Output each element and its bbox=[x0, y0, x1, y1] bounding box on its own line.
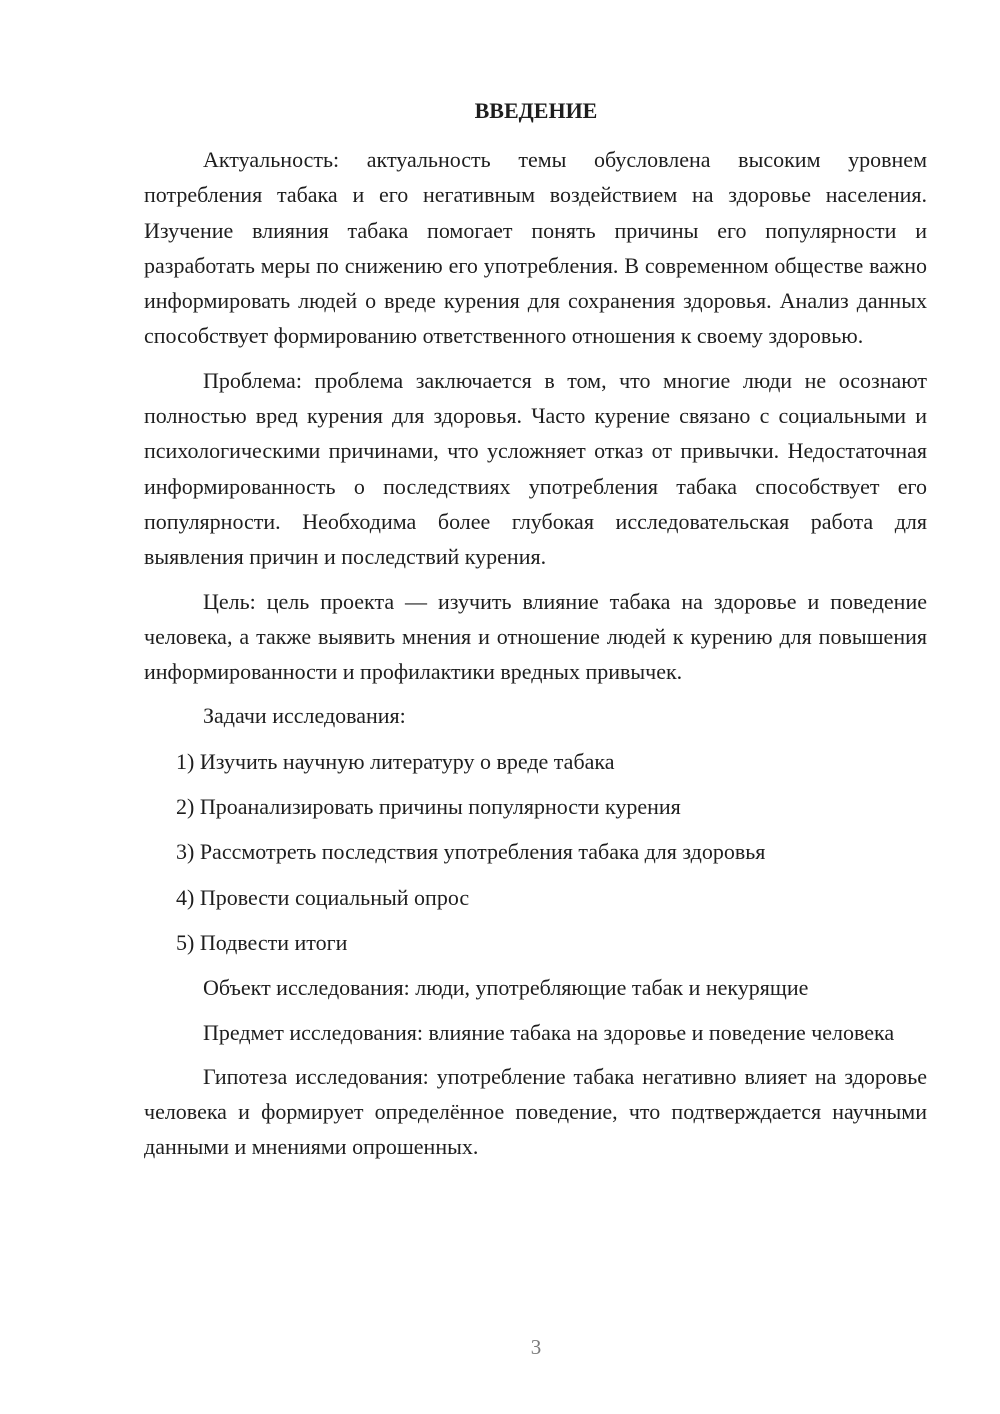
page-number: 3 bbox=[530, 1335, 542, 1359]
relevance-paragraph: Актуальность: актуальность темы обусловлена высоким уровнем потребления табака и его негативным воздействием на здоровье населения. Изучение влияния табака помогает понять причины его популярности и разработать меры по снижению его употребления. В современном обществе важно информировать людей о вреде курения для сохранения здоровья. Анализ данных способствует формированию ответственного отношения к своему здоровью. bbox=[144, 147, 927, 349]
hypothesis-paragraph: Гипотеза исследования: употребление табака негативно влияет на здоровье человека и формирует определённое поведение, что подтверждается научными данными и мнениями опрошенных. bbox=[144, 1063, 927, 1160]
task-item-1: 1) Изучить научную литературу о вреде табака bbox=[176, 748, 615, 774]
task-item-2: 2) Проанализировать причины популярности курения bbox=[176, 794, 681, 820]
task-item-3: 3) Рассмотреть последствия употребления табака для здоровья bbox=[176, 839, 766, 865]
tasks-heading: Задачи исследования: bbox=[203, 703, 406, 729]
goal-paragraph: Цель: цель проекта — изучить влияние табака на здоровье и поведение человека, а также выявить мнения и отношение людей к курению для повышения информированности и профилактики вредных привычек. bbox=[144, 588, 927, 685]
section-title: ВВЕДЕНИЕ bbox=[474, 98, 598, 123]
task-item-4: 4) Провести социальный опрос bbox=[176, 884, 470, 910]
task-item-5: 5) Подвести итоги bbox=[176, 929, 348, 955]
object-paragraph: Объект исследования: люди, употребляющие табак и некурящие bbox=[203, 975, 809, 1001]
subject-paragraph: Предмет исследования: влияние табака на здоровье и поведение человека bbox=[203, 1019, 895, 1045]
page-body bbox=[144, 142, 927, 1174]
tasks-list bbox=[144, 744, 927, 960]
problem-paragraph: Проблема: проблема заключается в том, что многие люди не осознают полностью вред курения для здоровья. Часто курение связано с социальными и психологическими причинами, что усложняет отказ от привычки. Недостаточная информированность о последствиях употребления табака способствует его популярности. Необходима более глубокая исследовательская работа для выявления причин и последствий курения. bbox=[144, 367, 927, 570]
